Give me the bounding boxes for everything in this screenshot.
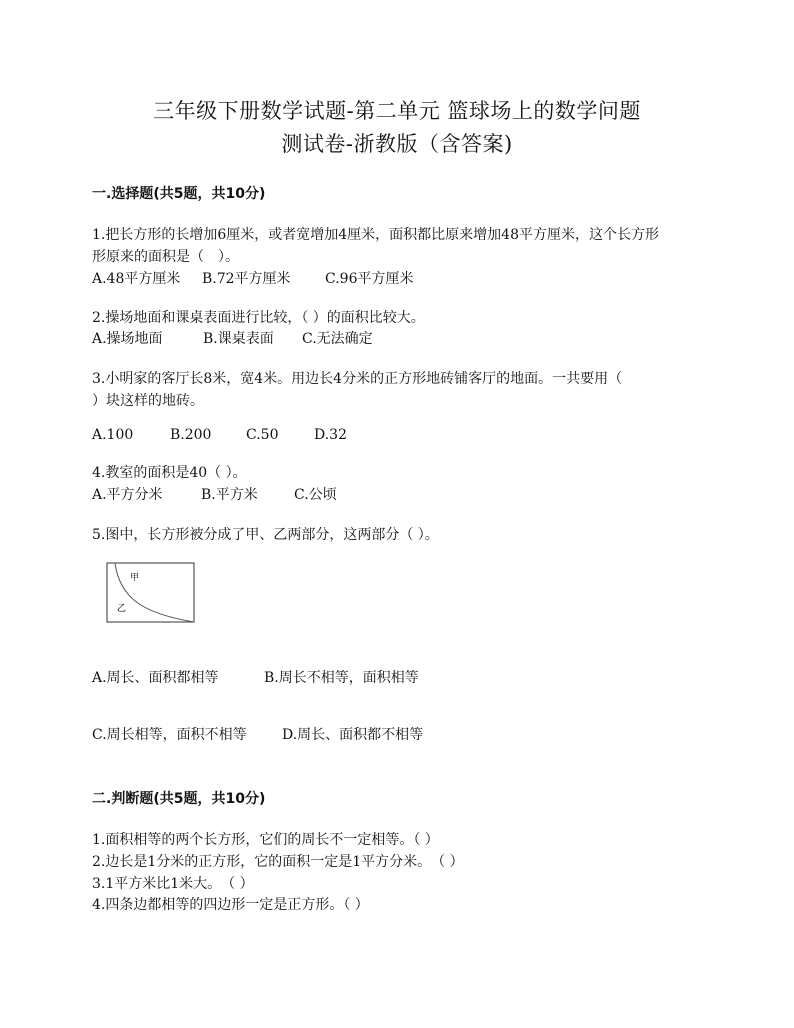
q2-options [92,328,373,348]
q3-text-line1: 3.小明家的客厅长8米，宽4米。用边长4分米的正方形地砖铺客厅的地面。一共要用（ [92,371,623,387]
q1-options [92,268,413,288]
judge-item-1: 1.面积相等的两个长方形，它们的周长不一定相等。（ ） [92,832,439,848]
section2-heading: 二.判断题(共5题，共10分) [92,791,266,807]
q5-dividing-curve [115,563,194,622]
q3-option-d: D.32 [314,427,347,443]
q5-label-yi: 乙 [117,604,127,614]
q5-label-jia: 甲 [130,573,140,583]
q2-option-b: B.课桌表面 [203,331,274,347]
q2-option-c: C.无法确定 [302,331,373,347]
q4-text: 4.教室的面积是40（ ）。 [92,465,247,481]
section1-heading: 一.选择题(共5题，共10分) [92,186,266,202]
q5-option-d: D.周长、面积都不相等 [282,727,424,743]
q1-option-c: C.96平方厘米 [325,271,414,287]
q4-option-c: C.公顷 [294,487,337,503]
q1-option-a: A.48平方厘米 [92,271,181,287]
q1-text-line2: 形原来的面积是（ ）。 [92,249,239,265]
q5-option-c: C.周长相等，面积不相等 [92,727,247,743]
q1-text-line1: 1.把长方形的长增加6厘米，或者宽增加4厘米，面积都比原来增加48平方厘米，这个长方形 [92,227,659,243]
q5-text: 5.图中，长方形被分成了甲、乙两部分，这两部分（ ）。 [92,527,439,543]
q1-option-b: B.72平方厘米 [202,271,291,287]
q5-options-row2 [92,724,423,744]
q3-option-a: A.100 [92,427,134,443]
q3-options [92,427,347,443]
q3-text-line2: ）块这样的地砖。 [92,393,204,409]
q5-option-a: A.周长、面积都相等 [92,670,219,686]
doc-title-line1: 三年级下册数学试题-第二单元 篮球场上的数学问题 [153,99,641,123]
q2-text: 2.操场地面和课桌表面进行比较，（ ）的面积比较大。 [92,310,425,326]
q4-option-a: A.平方分米 [92,487,163,503]
q5-option-b: B.周长不相等，面积相等 [264,670,419,686]
q3-option-c: C.50 [246,427,279,443]
q5-rectangle-figure [106,562,196,624]
q4-option-b: B.平方米 [201,487,258,503]
judge-item-2: 2.边长是1分米的正方形，它的面积一定是1平方分米。 （ ） [92,854,464,870]
q3-option-b: B.200 [170,427,212,443]
judge-item-4: 4.四条边都相等的四边形一定是正方形。（ ） [92,897,369,913]
judge-item-3: 3.1平方米比1米大。 （ ） [92,876,254,892]
q4-options [92,484,337,504]
q2-option-a: A.操场地面 [92,331,163,347]
q5-options-row1 [92,667,419,687]
doc-title-line2: 测试卷-浙教版（含答案) [281,132,513,156]
